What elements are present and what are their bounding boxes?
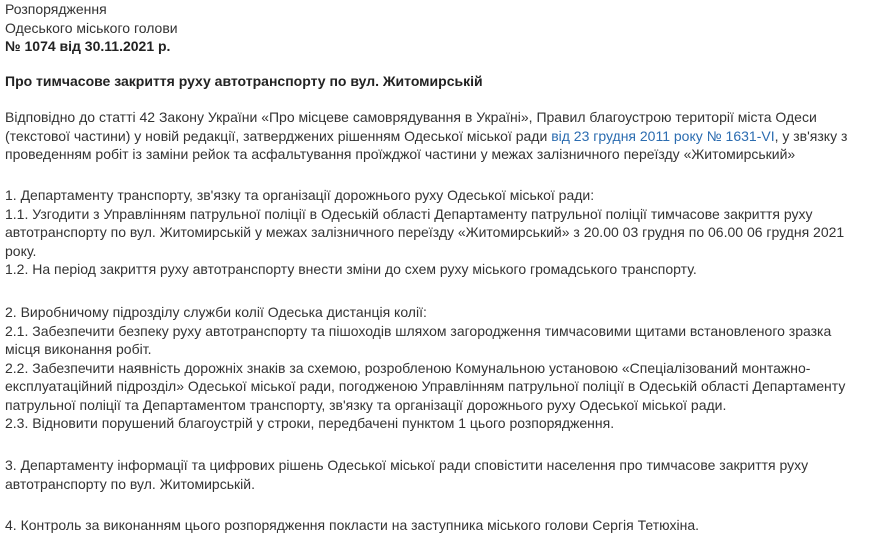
- item-1-1: 1.1. Узгодити з Управлінням патрульної поліції в Одеській області Департаменту патрульної поліції тимчасове закриття руху автотранспорту по вул. Житомирській у межах залізничного переїзду «Житомирський» з 20.00 03 грудня по 06.00 06 грудня 2021 року.: [5, 205, 845, 259]
- item-2-2: 2.2. Забезпечити наявність дорожніх знаків за схемою, розробленою Комунальною установою «Спеціалізований монтажно-експлуатаційний підрозділ» Одеської міської ради, погодженою Управлінням патрульної поліції в Одеській області Департаменту патрульної поліції та Департаментом транспорту, зв'язку та організації дорожнього руху Одеської міської ради.: [5, 359, 846, 413]
- section-1-intro: 1. Департаменту транспорту, зв'язку та організації дорожнього руху Одеської міської ради:: [5, 187, 595, 203]
- item-1-2: 1.2. На період закриття руху автотранспорту внести зміни до схем руху міського громадського транспорту.: [5, 261, 697, 277]
- document: [5, 0, 860, 533]
- preamble-text: [5, 108, 860, 164]
- section-4: [5, 516, 860, 535]
- section-3: [5, 456, 860, 493]
- section-4-text: 4. Контроль за виконанням цього розпорядження покласти на заступника міського голови Сергія Тетюхіна.: [5, 517, 699, 533]
- preamble-text-before-link: Відповідно до статті 42 Закону України «Про місцеве самоврядування в Україні», Правил благоустрою території міста Одеси (текстової частини) у новій редакції, затверджених рішенням Одеської міської ради: [5, 109, 817, 144]
- section-2: [5, 303, 860, 433]
- council-decision-link[interactable]: від 23 грудня 2011 року № 1631-VI: [551, 127, 775, 144]
- item-2-3: 2.3. Відновити порушений благоустрій у строки, передбачені пунктом 1 цього розпорядження.: [5, 415, 615, 431]
- document-header: [5, 0, 860, 56]
- section-3-text: 3. Департаменту інформації та цифрових рішень Одеської міської ради сповістити населення про тимчасове закриття руху автотранспорту по вул. Житомирській.: [5, 457, 809, 492]
- item-2-1: 2.1. Забезпечити безпеку руху автотранспорту та пішоходів шляхом загородження тимчасовими щитами встановленого зразка місця виконання робіт.: [5, 322, 832, 357]
- header-issuer: Одеського міського голови: [5, 19, 178, 36]
- section-2-intro: 2. Виробничому підрозділу служби колії Одеська дистанція колії:: [5, 304, 427, 320]
- preamble-text-after-link: , у зв'язку з проведенням робіт із заміни рейок та асфальтування проїжджої частини у межах залізничного переїзду «Житомирський»: [5, 127, 848, 162]
- section-1: [5, 186, 860, 279]
- header-doc-type: Розпорядження: [5, 1, 107, 17]
- header-number-date: № 1074 від 30.11.2021 р.: [5, 38, 171, 54]
- document-title: Про тимчасове закриття руху автотранспорту по вул. Житомирській: [5, 73, 483, 89]
- preamble: [5, 108, 860, 164]
